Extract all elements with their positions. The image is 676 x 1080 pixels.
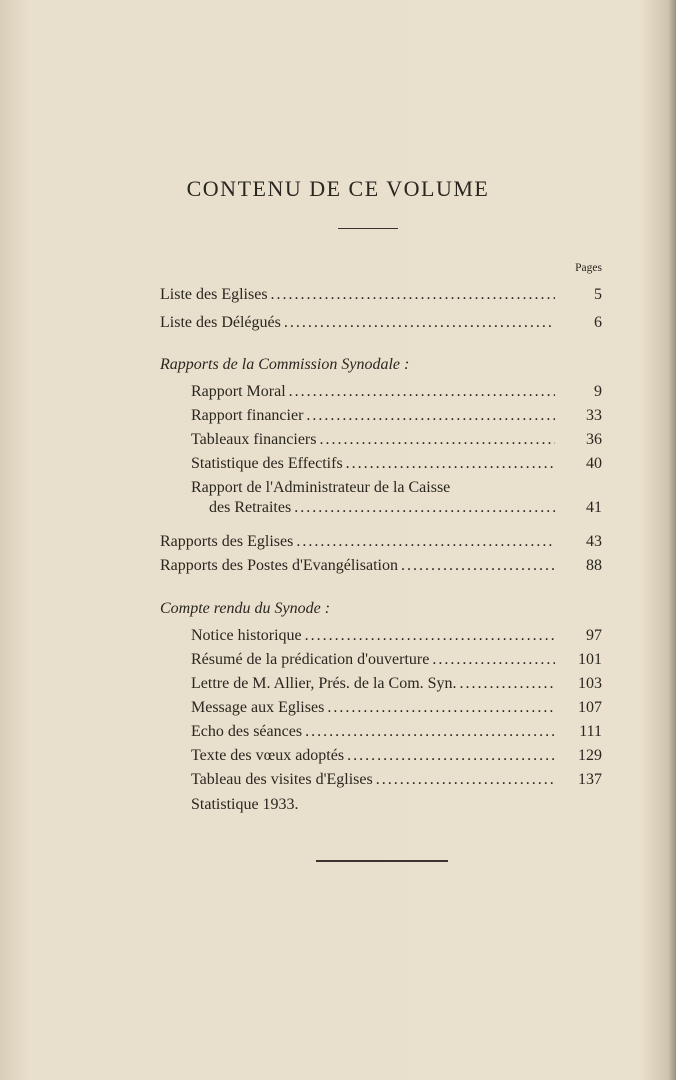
toc-entry-label: Liste des Délégués . . . (160, 312, 555, 334)
toc-entry (0, 312, 676, 334)
toc-entry (0, 673, 676, 695)
end-rule (316, 860, 448, 862)
toc-entry-page: 9 (594, 383, 602, 400)
toc-entry-label: Rapport financier . . . (191, 405, 555, 427)
toc-entry-page: 101 (578, 651, 602, 668)
toc-entry-page: 97 (586, 627, 602, 644)
toc-entry-label: Lettre de M. Allier, Prés. de la Com. Syn. . . . (191, 673, 555, 695)
toc-entry-label: Notice historique . . . (191, 625, 555, 647)
toc-entry-page: 137 (578, 771, 602, 788)
toc-entry-page: 111 (579, 723, 602, 740)
pages-column-heading: Pages (575, 262, 602, 274)
toc-entry-label: Résumé de la prédication d'ouverture . . . (191, 649, 555, 671)
toc-entry (0, 429, 676, 451)
toc-entry-label: des Retraites . . . (209, 497, 555, 519)
toc-entry-label: Tableau des visites d'Eglises . . . (191, 769, 555, 791)
toc-entry (0, 745, 676, 767)
toc-entry-label: Liste des Eglises . . . (160, 284, 555, 306)
section-heading: Compte rendu du Synode : (160, 600, 331, 617)
toc-entry-page: 40 (586, 455, 602, 472)
toc-entry (0, 497, 676, 519)
toc-entry-label: Tableaux financiers . . . (191, 429, 555, 451)
toc-entry (0, 284, 676, 306)
toc-entry (0, 381, 676, 403)
toc-entry (0, 625, 676, 647)
toc-entry-label: Rapports des Eglises . . . (160, 531, 555, 553)
page-title: CONTENU DE CE VOLUME (186, 176, 490, 201)
toc-entry-label: Rapports des Postes d'Evangélisation . . . (160, 555, 555, 577)
toc-entry (0, 477, 676, 499)
toc-entry-page: 33 (586, 407, 602, 424)
toc-entry (0, 405, 676, 427)
toc-entry-page: 43 (586, 533, 602, 550)
toc-entry-page: 129 (578, 747, 602, 764)
toc-entry-page: 5 (594, 286, 602, 303)
toc-entry-page: 107 (578, 699, 602, 716)
toc-entry-page: 36 (586, 431, 602, 448)
section-heading: Rapports de la Commission Synodale : (160, 356, 410, 373)
toc-entry-label: Statistique 1933. (191, 796, 299, 813)
toc-entry (0, 794, 676, 816)
toc-entry-label: Texte des vœux adoptés . . . (191, 745, 555, 767)
toc-entry (0, 697, 676, 719)
toc-entry (0, 721, 676, 743)
toc-entry-page: 88 (586, 557, 602, 574)
toc-entry (0, 453, 676, 475)
toc-entry-label: Rapport de l'Administrateur de la Caisse (191, 479, 451, 496)
toc-entry-label: Rapport Moral . . . (191, 381, 555, 403)
toc-entry (0, 531, 676, 553)
toc-entry-label: Message aux Eglises . . . (191, 697, 555, 719)
toc-entry-page: 41 (586, 499, 602, 516)
toc-entry (0, 555, 676, 577)
toc-entry-page: 103 (578, 675, 602, 692)
toc-entry (0, 769, 676, 791)
toc-entry (0, 649, 676, 671)
title-rule (338, 228, 398, 229)
toc-entry-label: Echo des séances . . . (191, 721, 555, 743)
toc-entry-label: Statistique des Effectifs . . . (191, 453, 555, 475)
toc-entry-page: 6 (594, 314, 602, 331)
